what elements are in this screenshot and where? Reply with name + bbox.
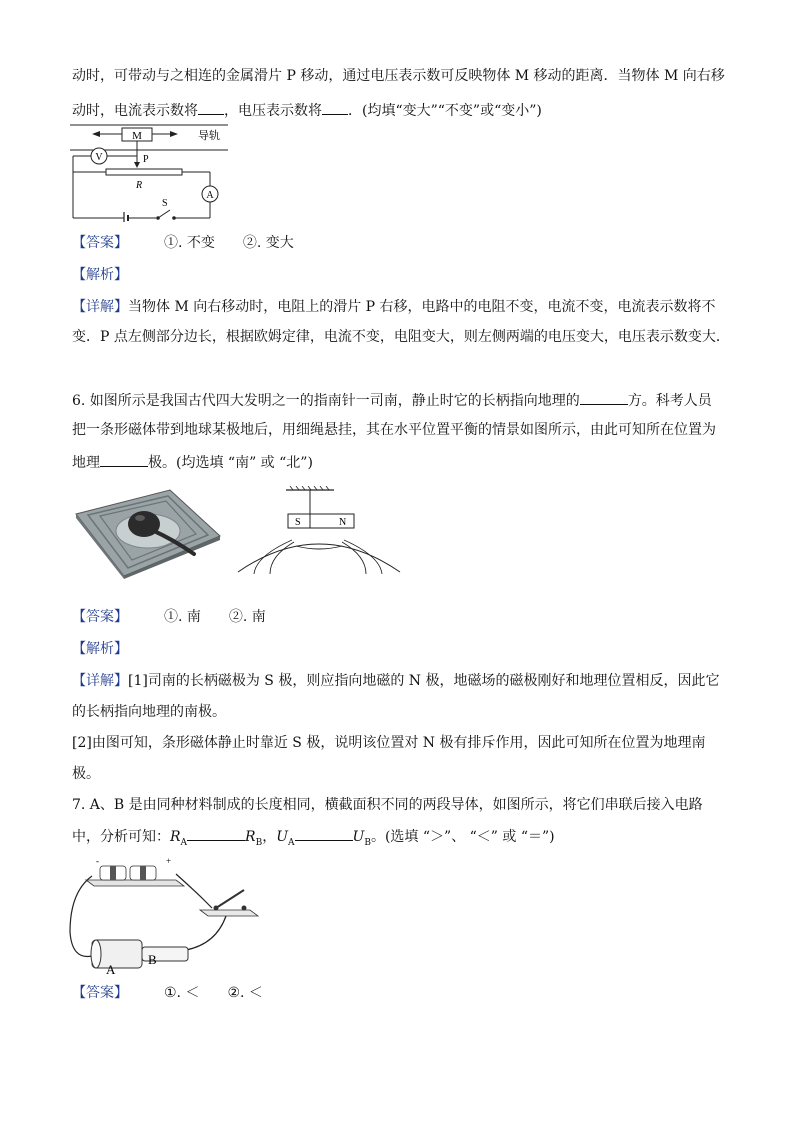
resistor-r	[106, 169, 182, 175]
q7-circuit-figure	[66, 852, 266, 976]
blank	[580, 390, 628, 405]
wire	[186, 916, 226, 950]
hatch	[326, 486, 329, 490]
sinan-compass-image	[74, 484, 222, 580]
q5-analysis-tag: 【解析】	[72, 267, 128, 283]
switch-knob	[242, 906, 247, 911]
magnet-s-label: S	[295, 517, 301, 528]
magnet-n-label: N	[339, 517, 347, 528]
rail-label: 导轨	[198, 130, 220, 142]
hatch	[314, 486, 317, 490]
hatch	[320, 486, 323, 490]
switch-lever	[216, 890, 244, 908]
q7-text-line-2: 中，分析可知：$R_A$ $R_B$，$U_A$ $U_B$。(选填 “＞”、 “＜” 或 “＝”)	[72, 826, 555, 853]
q5-answer: 【答案】 ①. 不变 ②. 变大	[72, 235, 294, 251]
battery-base	[86, 880, 184, 886]
wire	[176, 874, 212, 908]
right-arrow-head	[170, 131, 178, 137]
wire	[70, 876, 92, 957]
q6-text-line-2: 把一条形磁体带到地球某极地后，用细绳悬挂，其在水平位置平衡的情景如图所示，由此可知所在位置为	[72, 422, 716, 438]
q6-answer: 【答案】 ①. 南 ②. 南	[72, 609, 266, 625]
switch-s	[158, 210, 170, 218]
blank	[198, 100, 224, 115]
blank	[100, 452, 148, 467]
q6-analysis-tag: 【解析】	[72, 641, 128, 657]
field-line	[254, 540, 292, 574]
q5-text-line-1: 动时，可带动与之相连的金属滑片 P 移动，通过电压表示数可反映物体 M 移动的距离．当物体 M 向右移	[72, 68, 725, 84]
q7-answer: 【答案】 ①. ＜ ②. ＜	[72, 985, 263, 1001]
hatch	[308, 486, 311, 490]
slider-p-arrow	[134, 162, 140, 168]
q6-detail-line-1: 【详解】[1]司南的长柄磁极为 S 极，则应指向地磁的 N 极，地磁场的磁极刚好和地理位置相反，因此它	[72, 673, 720, 689]
blank	[322, 100, 348, 115]
switch-knob	[214, 906, 219, 911]
plus-label: +	[166, 856, 172, 866]
hatch	[290, 486, 293, 490]
q6-detail-line-3: [2]由图可知，条形磁体静止时靠近 S 极，说明该位置对 N 极有排斥作用，因此可知所在位置为地理南	[72, 735, 706, 751]
label-b: B	[148, 952, 157, 967]
hatch	[296, 486, 299, 490]
q5-text-line-2: 动时，电流表示数将 ，电压表示数将 ．(均填“变大”“不变”或“变小”)	[72, 100, 542, 121]
a-label: A	[206, 190, 214, 201]
blank	[295, 826, 353, 841]
battery-band	[140, 866, 146, 880]
blank	[187, 826, 245, 841]
conductor-a-end	[91, 940, 101, 968]
switch-base	[200, 910, 258, 916]
field-line	[344, 540, 382, 574]
left-arrow-head	[92, 131, 100, 137]
r-label: R	[136, 180, 143, 191]
v-label: V	[95, 152, 103, 163]
m-label: M	[132, 130, 142, 142]
q5-detail-line-1: 【详解】当物体 M 向右移动时，电阻上的滑片 P 右移，电路中的电阻不变，电流不变，电流表示数将不	[72, 299, 716, 315]
field-line	[296, 546, 342, 549]
q6-text-line-3: 地理 极。(均选填 “南” 或 “北”)	[72, 452, 313, 473]
battery-band	[110, 866, 116, 880]
label-a: A	[106, 962, 116, 976]
field-line	[270, 542, 294, 574]
q7-text-line-1: 7. A、B 是由同种材料制成的长度相同，横截面积不同的两段导体，如图所示，将它们串联后接入电路	[72, 797, 703, 813]
hatch	[302, 486, 305, 490]
p-label: P	[143, 154, 149, 165]
q6-bar-magnet-figure	[236, 486, 402, 574]
s-label: S	[162, 198, 168, 209]
q5-circuit-figure	[70, 122, 230, 222]
q6-detail-line-4: 极。	[72, 766, 100, 782]
spoon-highlight	[135, 515, 145, 521]
q6-text-line-1: 6. 如图所示是我国古代四大发明之一的指南针一司南，静止时它的长柄指向地理的 方。科考人员	[72, 390, 712, 411]
q6-detail-line-2: 的长柄指向地理的南极。	[72, 704, 226, 720]
q5-detail-line-2: 变．P 点左侧部分边长，根据欧姆定律，电流不变，电阻变大，则左侧两端的电压变大，电压表示数变大．	[72, 329, 730, 345]
minus-label: -	[96, 856, 99, 866]
